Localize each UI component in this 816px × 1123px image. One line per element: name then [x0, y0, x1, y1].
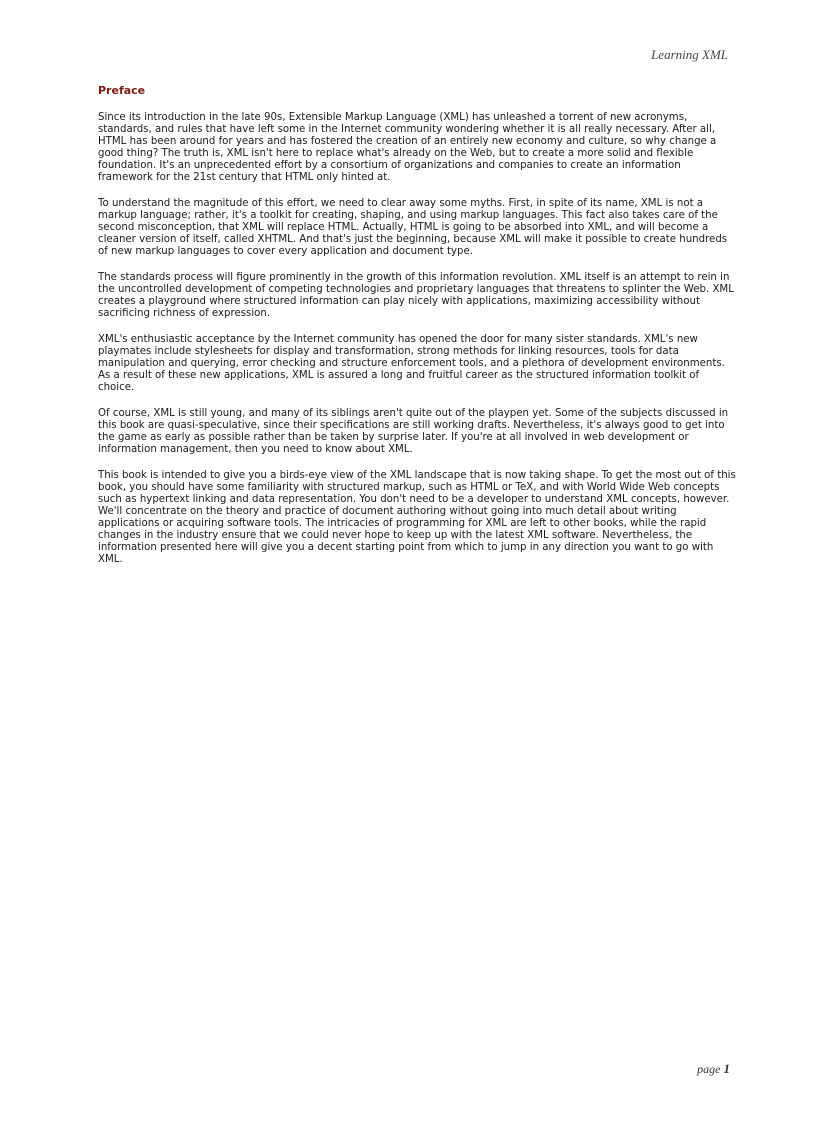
section-heading: Preface: [98, 84, 146, 97]
page-footer: [697, 1061, 730, 1077]
running-header-title: Learning XML: [651, 47, 728, 62]
paragraph-3: The standards process will figure prominently in the growth of this information revolution. XML itself is an attempt to rein in the uncontrolled development of competing technologies and proprietary languages that threatens to splinter the Web. XML creates a playground where structured information can play nicely with applications, maximizing accessibility without sacrificing richness of expression.: [98, 272, 734, 320]
paragraph-1: Since its introduction in the late 90s, Extensible Markup Language (XML) has unleashed a torrent of new acronyms, standards, and rules that have left some in the Internet community wondering whether it is all really necessary. After all, HTML has been around for years and has fostered the creation of an entirely new economy and culture, so why change a good thing? The truth is, XML isn't here to replace what's already on the Web, but to create a more solid and flexible foundation. It's an unprecedented effort by a consortium of organizations and companies to create an information framework for the 21st century that HTML only hinted at.: [98, 112, 717, 184]
paragraph-2: To understand the magnitude of this effort, we need to clear away some myths. First, in spite of its name, XML is not a markup language; rather, it's a toolkit for creating, shaping, and using markup languages. This fact also takes care of the second misconception, that XML will replace HTML. Actually, HTML is going to be absorbed into XML, and will become a cleaner version of itself, called XHTML. And that's just the beginning, because XML will make it possible to create hundreds of new markup languages to cover every application and document type.: [98, 198, 728, 258]
page-number: 1: [723, 1061, 730, 1076]
paragraph-6: This book is intended to give you a birds-eye view of the XML landscape that is now taking shape. To get the most out of this book, you should have some familiarity with structured markup, such as HTML or TeX, and with World Wide Web concepts such as hypertext linking and data representation. You don't need to be a developer to understand XML concepts, however. We'll concentrate on the theory and practice of document authoring without going into much detail about writing applications or acquiring software tools. The intricacies of programming for XML are left to other books, while the rapid changes in the industry ensure that we could never hope to keep up with the latest XML software. Nevertheless, the information presented here will give you a decent starting point from which to jump in any direction you want to go with XML.: [98, 469, 736, 566]
paragraph-4: XML's enthusiastic acceptance by the Internet community has opened the door for many sister standards. XML's new playmates include stylesheets for display and transformation, strong methods for linking resources, tools for data manipulation and querying, error checking and structure enforcement tools, and a plethora of development environments. As a result of these new applications, XML is assured a long and fruitful career as the structured information toolkit of choice.: [98, 333, 725, 394]
page-content: [98, 84, 738, 580]
paragraph-5: Of course, XML is still young, and many of its siblings aren't quite out of the playpen yet. Some of the subjects discussed in this book are quasi-speculative, since their specifications are still working drafts. Nevertheless, it's always good to get into the game as early as possible rather than be taken by surprise later. If you're at all involved in web development or information management, then you need to know about XML.: [98, 407, 729, 456]
page-label: page: [697, 1062, 721, 1076]
